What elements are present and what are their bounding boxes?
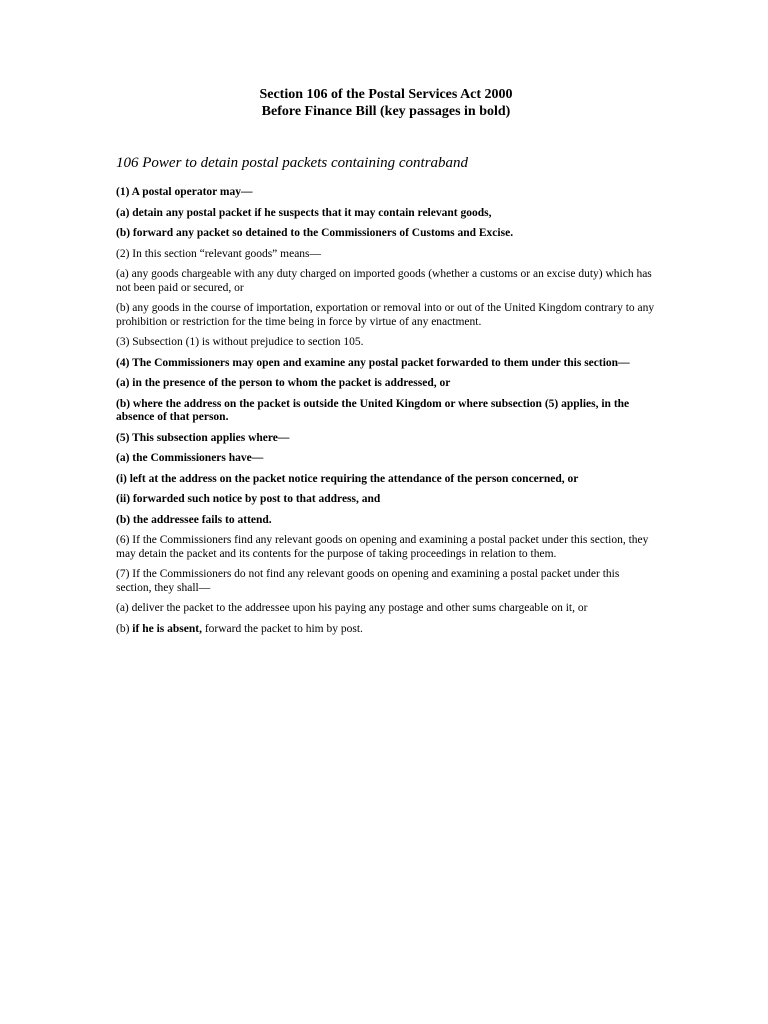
- subsection-1-b: (b) forward any packet so detained to the Commissioners of Customs and Excise.: [116, 227, 514, 239]
- subsection-4: (4) The Commissioners may open and examine any postal packet forwarded to them under this section—: [116, 356, 630, 369]
- subsection-2: (2) In this section “relevant goods” means—: [116, 247, 322, 260]
- subsection-7-b-bold: if he is absent,: [132, 622, 202, 635]
- subsection-6: (6) If the Commissioners find any relevant goods on opening and examining a postal packet under this section, they may detain the packet and its contents for the purpose of taking proceedings in relation to them.: [116, 534, 649, 560]
- subsection-7-b-suffix: forward the packet to him by post.: [201, 622, 363, 635]
- document-page: [116, 86, 656, 643]
- subsection-5-b: (b) the addressee fails to attend.: [116, 513, 272, 526]
- subsection-5-a-i: (i) left at the address on the packet notice requiring the attendance of the person concerned, or: [116, 472, 579, 485]
- subsection-7-a: (a) deliver the packet to the addressee upon his paying any postage and other sums chargeable on it, or: [116, 602, 588, 614]
- subsection-7-b: [116, 623, 656, 637]
- subsection-4-b: (b) where the address on the packet is outside the United Kingdom or where subsection (5) applies, in the absence of that person.: [116, 397, 630, 423]
- subsection-5: (5) This subsection applies where—: [116, 431, 290, 444]
- document-title-line-2: Before Finance Bill (key passages in bold): [261, 104, 511, 119]
- document-title-line-1: Section 106 of the Postal Services Act 2000: [259, 87, 513, 102]
- subsection-1-a: (a) detain any postal packet if he suspects that it may contain relevant goods,: [116, 206, 492, 219]
- subsection-3: (3) Subsection (1) is without prejudice to section 105.: [116, 336, 364, 348]
- subsection-2-a: (a) any goods chargeable with any duty charged on imported goods (whether a customs or an excise duty) which has not been paid or secured, or: [116, 268, 652, 294]
- subsection-4-a: (a) in the presence of the person to whom the packet is addressed, or: [116, 377, 451, 389]
- section-heading: 106 Power to detain postal packets containing contraband: [116, 155, 469, 171]
- subsection-2-b: (b) any goods in the course of importation, exportation or removal into or out of the United Kingdom contrary to any prohibition or restriction for the time being in force by virtue of any enactment.: [116, 302, 655, 328]
- subsection-1: (1) A postal operator may—: [116, 186, 253, 198]
- subsection-7-b-prefix: (b): [116, 622, 133, 635]
- subsection-5-a-ii: (ii) forwarded such notice by post to that address, and: [116, 493, 381, 505]
- subsection-5-a: (a) the Commissioners have—: [116, 452, 264, 464]
- subsection-7: (7) If the Commissioners do not find any relevant goods on opening and examining a postal packet under this section, they shall—: [116, 568, 620, 594]
